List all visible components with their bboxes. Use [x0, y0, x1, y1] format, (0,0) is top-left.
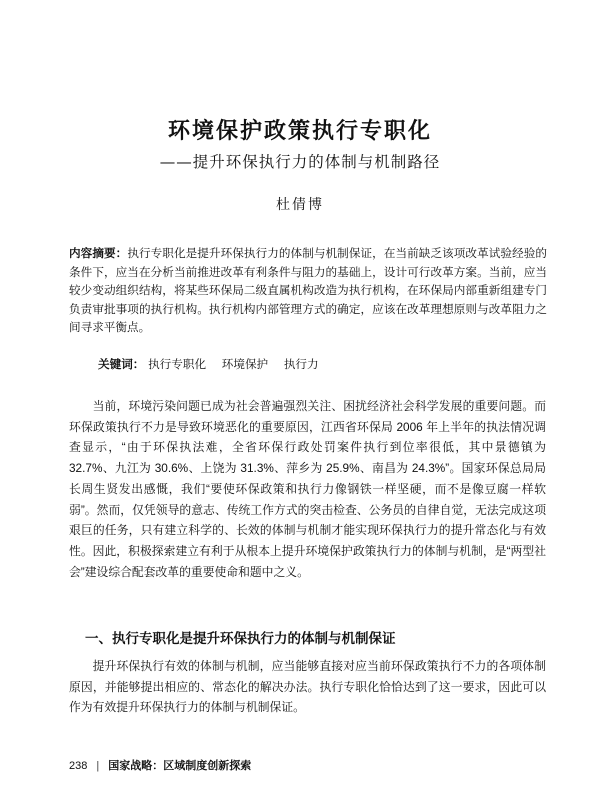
abstract-text: 执行专职化是提升环保执行力的体制与机制保证，在当前缺乏该项改革试验经验的条件下，应当在分析当前推进改革有利条件与阻力的基础上，设计可行改革方案。当前，应当较少变动组织结构，将某些环保局二级直属机构改造为执行机构，在环保局内部重新组建专门负责审批事项的执行机构。执行机构内部管理方式的确定，应该在改革理想原则与改革阻力之间寻求平衡点。	[69, 246, 547, 335]
body-paragraph-1: 当前，环境污染问题已成为社会普遍强烈关注、困扰经济社会科学发展的重要问题。而环保政策执行不力是导致环境恶化的重要原因，江西省环保局 2006 年上半年的执法情况调查显示，“由于环保执法难，全省环保行政处罚案件执行到位率很低，其中景德镇为 32.7%、九江为 30.6%、上饶为 31.3%、萍乡为 25.9%、南昌为 24.3%”。国家环保总局局长周生贤发出感慨，我们“要使环保政策和执行力像钢铁一样坚硬，而不是像豆腐一样软弱”。然而，仅凭领导的意志、传统工作方式的突击检查、公务员的自律自觉，无法完成这项艰巨的任务，只有建立科学的、长效的体制与机制才能实现环保执行力的提升常态化与有效性。因此，积极探索建立有利于从根本上提升环境保护政策执行力的体制与机制，是“两型社会”建设综合配套改革的重要使命和题中之义。	[69, 399, 546, 579]
keyword-item: 环境保护	[221, 357, 269, 371]
article-author: 杜倩博	[276, 197, 324, 213]
article-title: 环境保护政策执行专职化	[167, 118, 432, 144]
abstract	[69, 244, 547, 337]
keywords-label: 关键词：	[98, 357, 145, 371]
keyword-item: 执行专职化	[148, 357, 207, 371]
keywords	[98, 356, 331, 372]
journal-name: 国家战略：区域制度创新探索	[108, 760, 252, 772]
abstract-label: 内容摘要：	[69, 246, 128, 260]
article-subtitle: ——提升环保执行力的体制与机制路径	[159, 153, 441, 171]
section-heading-1: 一、执行专职化是提升环保执行力的体制与机制保证	[85, 631, 396, 646]
page-number: 238	[69, 760, 88, 772]
footer-separator: |	[96, 760, 100, 772]
body-paragraph-2: 提升环保执行有效的体制与机制，应当能够直接对应当前环保政策执行不力的各项体制原因，并能够提出相应的、常态化的解决办法。执行专职化恰恰达到了这一要求，因此可以作为有效提升环保执行力的体制与机制保证。	[69, 659, 546, 715]
keyword-item: 执行力	[283, 357, 319, 371]
page-footer	[69, 757, 251, 773]
